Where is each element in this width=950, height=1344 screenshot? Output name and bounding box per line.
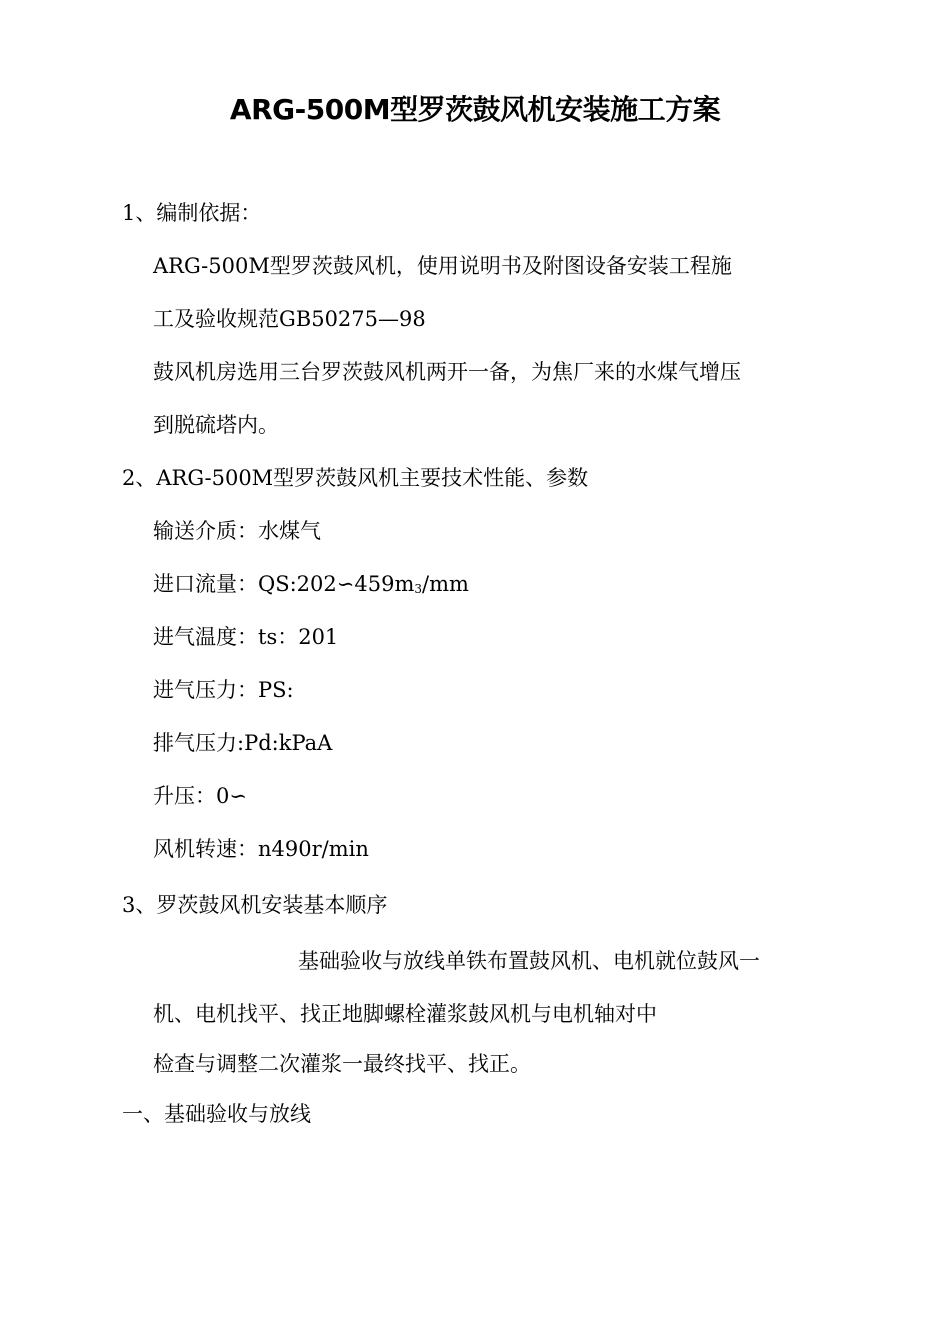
paragraph-line: ARG-500M型罗茨鼓风机，使用说明书及附图设备安装工程施 bbox=[153, 254, 732, 278]
document-title: ARG-500M型罗茨鼓风机安装施工方案 bbox=[229, 93, 721, 126]
section-3-heading: 3、罗茨鼓风机安装基本顺序 bbox=[122, 893, 388, 917]
paragraph-line: 到脱硫塔内。 bbox=[153, 413, 279, 437]
spec-inlet-pressure: 进气压力：PS: bbox=[153, 678, 294, 702]
paragraph-line: 机、电机找平、找正地脚螺栓灌浆鼓风机与电机轴对中 bbox=[153, 1002, 657, 1026]
spec-medium: 输送介质：水煤气 bbox=[153, 519, 321, 543]
paragraph-line: 工及验收规范GB50275—98 bbox=[153, 307, 426, 331]
section-4-heading: 一、基础验收与放线 bbox=[122, 1102, 311, 1126]
spec-fan-speed: 风机转速：n490r/min bbox=[153, 837, 369, 861]
spec-inlet-flow-sub: 3 bbox=[414, 582, 422, 596]
spec-inlet-flow-text: 进口流量：QS:202∽459m bbox=[153, 572, 415, 596]
paragraph-line: 鼓风机房选用三台罗茨鼓风机两开一备，为焦厂来的水煤气增压 bbox=[153, 360, 741, 384]
spec-inlet-temperature: 进气温度：ts：201 bbox=[153, 625, 339, 649]
spec-inlet-flow-tail: /mm bbox=[422, 572, 469, 596]
paragraph-line: 基础验收与放线单铁布置鼓风机、电机就位鼓风一 bbox=[298, 949, 760, 973]
paragraph-line: 检查与调整二次灌浆一最终找平、找正。 bbox=[153, 1052, 531, 1076]
spec-inlet-flow bbox=[153, 568, 469, 605]
spec-pressure-rise: 升压：0∽ bbox=[153, 784, 247, 808]
section-1-heading: 1、编制依据： bbox=[122, 201, 262, 225]
spec-outlet-pressure: 排气压力:Pd:kPaA bbox=[153, 731, 333, 755]
section-2-heading: 2、ARG-500M型罗茨鼓风机主要技术性能、参数 bbox=[122, 466, 589, 490]
